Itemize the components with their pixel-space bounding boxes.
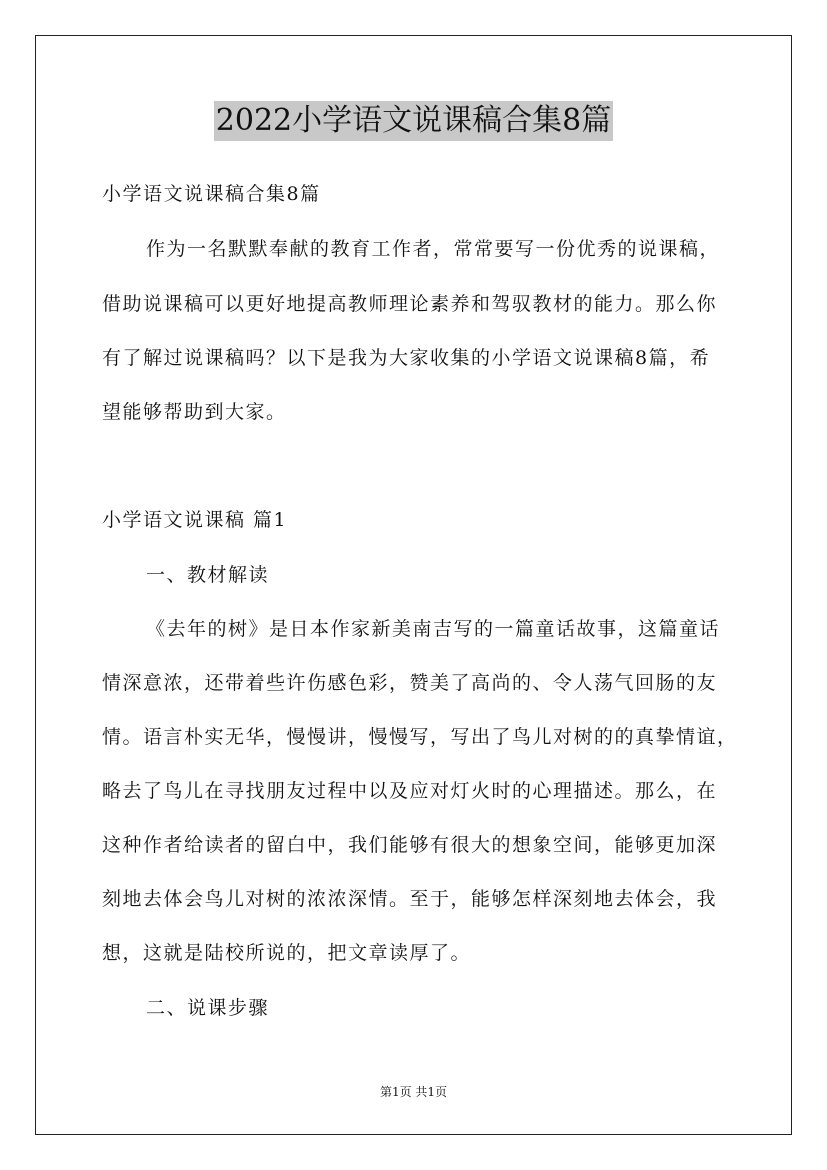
body-line: 情深意浓，还带着些许伤感色彩，赞美了高尚的、令人荡气回肠的友 [102,672,718,694]
body-line: 《去年的树》是日本作家新美南吉写的一篇童话故事，这篇童话 [146,618,721,640]
intro-line: 借助说课稿可以更好地提高教师理论素养和驾驭教材的能力。那么你 [102,293,718,315]
body-line: 刻地去体会鸟儿对树的浓浓深情。至于，能够怎样深刻地去体会，我 [102,888,718,910]
body-line: 略去了鸟儿在寻找朋友过程中以及应对灯火时的心理描述。那么，在 [102,780,718,802]
intro-line: 作为一名默默奉献的教育工作者，常常要写一份优秀的说课稿， [146,238,721,260]
part1-heading: 一、教材解读 [146,564,270,586]
intro-line: 有了解过说课稿吗？以下是我为大家收集的小学语文说课稿8篇，希 [102,347,711,369]
body-line: 想，这就是陆校所说的，把文章读厚了。 [102,942,472,964]
part2-heading: 二、说课步骤 [146,997,270,1019]
document-title: 2022小学语文说课稿合集8篇 [214,101,613,141]
title-container [0,101,827,141]
document-subtitle: 小学语文说课稿合集8篇 [102,183,321,205]
body-line: 情。语言朴实无华，慢慢讲，慢慢写，写出了鸟儿对树的的真挚情谊， [102,726,738,748]
intro-line: 望能够帮助到大家。 [102,401,287,423]
page-footer: 第1页 共1页 [379,1085,448,1099]
body-line: 这种作者给读者的留白中，我们能够有很大的想象空间，能够更加深 [102,834,718,856]
section-heading: 小学语文说课稿 篇1 [102,509,288,531]
